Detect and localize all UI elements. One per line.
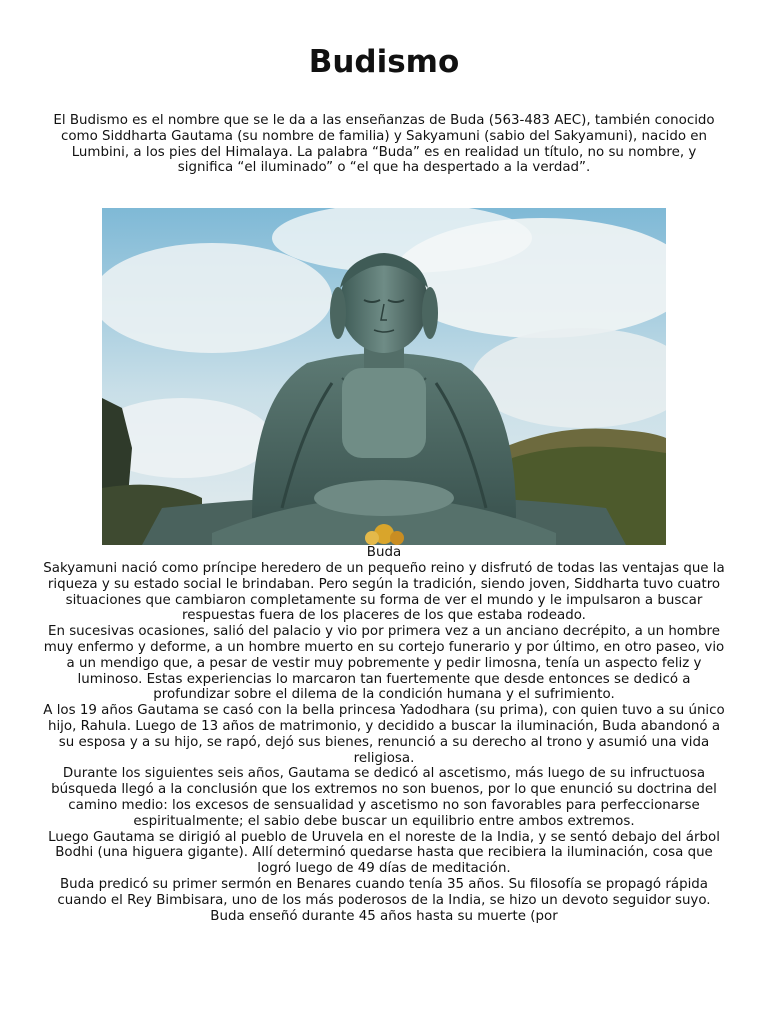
paragraph: Buda predicó su primer sermón en Benares cuando tenía 35 años. Su filosofía se propagó rápida cuando el Rey Bimbisara, uno de los más poderosos de la India, se hizo un devoto seguidor suyo. Buda enseñó durante 45 años hasta su muerte (por: [57, 876, 711, 924]
image-caption: Buda: [366, 545, 402, 560]
page-title: Budismo: [308, 44, 460, 80]
paragraph: En sucesivas ocasiones, salió del palacio y vio por primera vez a un anciano decrépito, a un hombre muy enfermo y deforme, a un hombre muerto en su cortejo funerario y por último, en otro paseo, vio a un mendigo que, a pesar de vestir muy pobremente y pedir limosna, tenía un aspecto feliz y luminoso. Estas experiencias lo marcaron tan fuertemente que desde entonces se dedicó a profundizar sobre el dilema de la condición humana y el sufrimiento.: [43, 624, 725, 703]
paragraph: Sakyamuni nació como príncipe heredero de un pequeño reino y disfrutó de todas las ventajas que la riqueza y su estado social le brindaban. Pero según la tradición, siendo joven, Siddharta tuvo cuatro situaciones que cambiaron completamente su forma de ver el mundo y le impulsaron a buscar respuestas fuera de los placeres de los que estaba rodeado.: [43, 561, 725, 624]
paragraph: Durante los siguientes seis años, Gautama se dedicó al ascetismo, más luego de su infructuosa búsqueda llegó a la conclusión que los extremos no son buenos, por lo que enunció su doctrina del camino medio: los excesos de sensualidad y ascetismo no son favorables para perfeccionarse espiritualmente; el sabio debe buscar un equilibrio entre ambos extremos.: [51, 766, 717, 829]
paragraph: Luego Gautama se dirigió al pueblo de Uruvela en el noreste de la India, y se sentó debajo del árbol Bodhi (una higuera gigante). Allí determinó quedarse hasta que recibiera la iluminación, cosa que logró luego de 49 días de meditación.: [48, 829, 720, 877]
body-text: [40, 561, 728, 924]
paragraph: A los 19 años Gautama se casó con la bella princesa Yadodhara (su prima), con quien tuvo a su único hijo, Rahula. Luego de 13 años de matrimonio, y decidido a buscar la iluminación, Buda abandonó a su esposa y a su hijo, se rapó, dejó sus bienes, renunció a su derecho al trono y asumió una vida religiosa.: [43, 703, 725, 766]
intro-paragraph: El Budismo es el nombre que se le da a las enseñanzas de Buda (563-483 AEC), también conocido como Siddharta Gautama (su nombre de familia) y Sakyamuni (sabio del Sakyamuni), nacido en Lumbini, a los pies del Himalaya. La palabra “Buda” es en realidad un título, no su nombre, y significa “el iluminado” o “el que ha despertado a la verdad”.: [53, 113, 715, 176]
buddha-photo: [102, 208, 666, 545]
